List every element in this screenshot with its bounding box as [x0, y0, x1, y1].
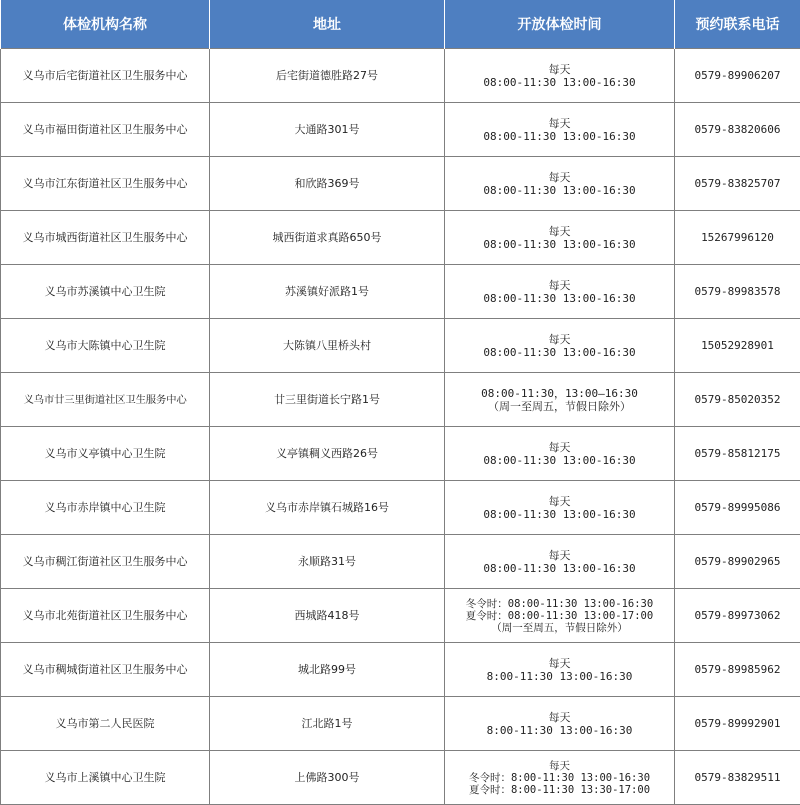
booking-phone: 0579-83820606 [675, 103, 800, 157]
exam-hours [445, 535, 675, 589]
booking-phone: 0579-83829511 [675, 751, 800, 805]
exam-hours-line: 08:00-11:30 13:00-16:30 [483, 453, 636, 467]
table-row [1, 427, 800, 481]
address: 苏溪镇好派路1号 [210, 265, 445, 319]
exam-hours-line: 08:00-11:30 13:00-16:30 [483, 129, 636, 143]
address: 义亭镇稠义西路26号 [210, 427, 445, 481]
exam-hours-line: 每天 [548, 710, 571, 724]
exam-hours-line: 08:00-11:30 13:00-16:30 [483, 237, 636, 251]
exam-hours-line: 每天 [548, 62, 571, 76]
header-booking-phone: 预约联系电话 [675, 0, 800, 49]
booking-phone: 0579-83825707 [675, 157, 800, 211]
table-row [1, 49, 800, 103]
exam-hours-line: 每天 [548, 440, 571, 454]
header-exam-hours: 开放体检时间 [445, 0, 675, 49]
booking-phone: 0579-89985962 [675, 643, 800, 697]
institution-name: 义乌市义亭镇中心卫生院 [1, 427, 210, 481]
exam-hours [445, 157, 675, 211]
exam-hours [445, 481, 675, 535]
address: 大陈镇八里桥头村 [210, 319, 445, 373]
table-body [1, 49, 800, 805]
table-row [1, 157, 800, 211]
exam-hours-line: 夏令时：8:00-11:30 13:30-17:00 [468, 783, 651, 796]
address: 上佛路300号 [210, 751, 445, 805]
exam-hours-line: 每天 [548, 116, 571, 130]
exam-hours-line: 8:00-11:30 13:00-16:30 [486, 669, 633, 683]
booking-phone: 0579-89992901 [675, 697, 800, 751]
address: 和欣路369号 [210, 157, 445, 211]
booking-phone: 0579-85812175 [675, 427, 800, 481]
exam-hours-line: （周一至周五，节假日除外） [491, 621, 628, 634]
exam-hours-line: 每天 [548, 278, 571, 292]
table-row [1, 373, 800, 427]
institution-name: 义乌市苏溪镇中心卫生院 [1, 265, 210, 319]
institution-name: 义乌市大陈镇中心卫生院 [1, 319, 210, 373]
exam-hours-line: 08:00-11:30 13:00-16:30 [483, 183, 636, 197]
exam-hours [445, 103, 675, 157]
booking-phone: 0579-89995086 [675, 481, 800, 535]
exam-hours [445, 751, 675, 805]
table-row [1, 643, 800, 697]
exam-hours-line: （周一至周五，节假日除外） [488, 399, 631, 413]
exam-hours-line: 每天 [548, 656, 571, 670]
exam-hours-line: 冬令时：8:00-11:30 13:00-16:30 [468, 771, 651, 784]
exam-hours [445, 319, 675, 373]
exam-hours-line: 8:00-11:30 13:00-16:30 [486, 723, 633, 737]
exam-hours [445, 211, 675, 265]
exam-hours [445, 589, 675, 643]
table-row [1, 589, 800, 643]
table-row [1, 535, 800, 589]
address: 江北路1号 [210, 697, 445, 751]
exam-hours-line: 08:00-11:30 13:00-16:30 [483, 291, 636, 305]
booking-phone: 0579-89906207 [675, 49, 800, 103]
exam-hours [445, 643, 675, 697]
exam-hours-line: 每天 [548, 170, 571, 184]
address: 永顺路31号 [210, 535, 445, 589]
exam-hours-line: 夏令时：08:00-11:30 13:00-17:00 [465, 609, 654, 622]
exam-hours-line: 08:00-11:30 13:00-16:30 [483, 561, 636, 575]
institution-name: 义乌市北苑街道社区卫生服务中心 [1, 589, 210, 643]
booking-phone: 0579-89983578 [675, 265, 800, 319]
exam-hours-line: 08:00-11:30 13:00-16:30 [483, 75, 636, 89]
address: 大通路301号 [210, 103, 445, 157]
institution-name: 义乌市赤岸镇中心卫生院 [1, 481, 210, 535]
table-row [1, 211, 800, 265]
header-institution-name: 体检机构名称 [1, 0, 210, 49]
exam-hours-line: 每天 [549, 759, 570, 772]
header-address: 地址 [210, 0, 445, 49]
exam-hours-line: 08:00-11:30 13:00-16:30 [483, 507, 636, 521]
exam-hours-line: 冬令时：08:00-11:30 13:00-16:30 [465, 597, 654, 610]
address: 廿三里街道长宁路1号 [210, 373, 445, 427]
table-row [1, 697, 800, 751]
exam-hours [445, 427, 675, 481]
institution-name: 义乌市后宅街道社区卫生服务中心 [1, 49, 210, 103]
address: 后宅街道德胜路27号 [210, 49, 445, 103]
table-row [1, 481, 800, 535]
exam-hours-line: 08:00-11:30 13:00-16:30 [483, 345, 636, 359]
exam-hours-line: 每天 [548, 494, 571, 508]
address: 城北路99号 [210, 643, 445, 697]
exam-hours-line: 每天 [548, 548, 571, 562]
exam-hours [445, 697, 675, 751]
exam-hours-line: 08:00-11:30，13:00—16:30 [481, 386, 638, 400]
address: 义乌市赤岸镇石城路16号 [210, 481, 445, 535]
booking-phone: 15267996120 [675, 211, 800, 265]
exam-hours-line: 每天 [548, 332, 571, 346]
header-row [1, 0, 800, 49]
exam-hours [445, 265, 675, 319]
institution-name: 义乌市江东街道社区卫生服务中心 [1, 157, 210, 211]
table-row [1, 751, 800, 805]
table-row [1, 103, 800, 157]
table-header [1, 0, 800, 49]
institution-name: 义乌市福田街道社区卫生服务中心 [1, 103, 210, 157]
table-row [1, 319, 800, 373]
exam-hours [445, 49, 675, 103]
institution-name: 义乌市廿三里街道社区卫生服务中心 [1, 373, 210, 427]
institution-name: 义乌市稠江街道社区卫生服务中心 [1, 535, 210, 589]
institution-name: 义乌市上溪镇中心卫生院 [1, 751, 210, 805]
institution-name: 义乌市稠城街道社区卫生服务中心 [1, 643, 210, 697]
booking-phone: 0579-85020352 [675, 373, 800, 427]
exam-hours [445, 373, 675, 427]
booking-phone: 15052928901 [675, 319, 800, 373]
address: 西城路418号 [210, 589, 445, 643]
booking-phone: 0579-89902965 [675, 535, 800, 589]
institution-name: 义乌市城西街道社区卫生服务中心 [1, 211, 210, 265]
table-row [1, 265, 800, 319]
institution-name: 义乌市第二人民医院 [1, 697, 210, 751]
address: 城西街道求真路650号 [210, 211, 445, 265]
exam-hours-line: 每天 [548, 224, 571, 238]
booking-phone: 0579-89973062 [675, 589, 800, 643]
